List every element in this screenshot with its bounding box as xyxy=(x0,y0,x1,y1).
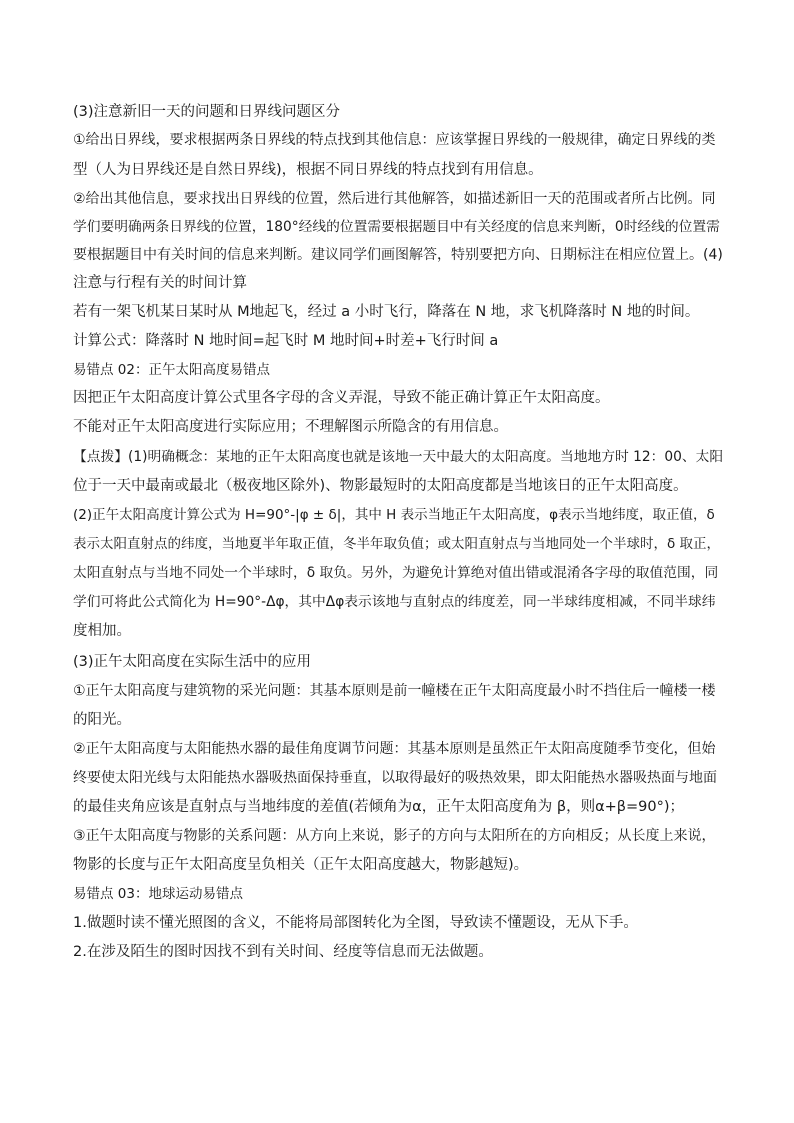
text-line: 1.做题时读不懂光照图的含义，不能将局部图转化为全图，导致读不懂题设，无从下手。 xyxy=(73,915,638,931)
text-line: 要根据题目中有关时间的信息来判断。建议同学们画图解答，特别要把方向、日期标注在相应位置上。(4) xyxy=(73,247,723,263)
text-line: 【点拨】(1)明确概念：某地的正午太阳高度也就是该地一天中最大的太阳高度。当地地方时 12：00、太阳 xyxy=(73,449,724,465)
text-line: ①正午太阳高度与建筑物的采光问题：其基本原则是前一幢楼在正午太阳高度最小时不挡住后一幢楼一楼 xyxy=(73,683,716,699)
text-line: 物影的长度与正午太阳高度呈负相关（正午太阳高度越大，物影越短)。 xyxy=(73,857,529,873)
text-line: 太阳直射点与当地不同处一个半球时，δ 取负。另外，为避免计算绝对值出错或混淆各字母的取值范围，同 xyxy=(73,565,719,581)
text-line: 学们可将此公式简化为 H=90°-Δφ，其中Δφ表示该地与直射点的纬度差，同一半球纬度相减，不同半球纬 xyxy=(73,594,716,610)
text-line: 不能对正午太阳高度进行实际应用；不理解图示所隐含的有用信息。 xyxy=(73,419,508,435)
text-line: 因把正午太阳高度计算公式里各字母的含义弄混，导致不能正确计算正午太阳高度。 xyxy=(73,390,610,406)
text-line: ①给出日界线，要求根据两条日界线的特点找到其他信息：应该掌握日界线的一般规律，确定日界线的类 xyxy=(73,132,716,148)
text-line: ②正午太阳高度与太阳能热水器的最佳角度调节问题：其基本原则是虽然正午太阳高度随季节变化，但始 xyxy=(73,741,716,757)
section-heading: 易错点 02：正午太阳高度易错点 xyxy=(73,362,270,378)
text-line: 若有一架飞机某日某时从 M地起飞，经过 a 小时飞行，降落在 N 地，求飞机降落时 N 地的时间。 xyxy=(73,304,700,320)
text-line: 的阳光。 xyxy=(73,712,131,728)
text-line: 计算公式：降落时 N 地时间=起飞时 M 地时间+时差+飞行时间 a xyxy=(73,333,499,349)
text-line: 型（人为日界线还是自然日界线)，根据不同日界线的特点找到有用信息。 xyxy=(73,162,543,178)
text-line: (3)正午太阳高度在实际生活中的应用 xyxy=(73,654,312,670)
text-line: 注意与行程有关的时间计算 xyxy=(73,275,247,291)
text-line: 的最佳夹角应该是直射点与当地纬度的差值(若倾角为α，正午太阳高度角为 β，则α+β=90°)； xyxy=(73,799,685,815)
text-line: 度相加。 xyxy=(73,623,131,639)
text-line: (3)注意新旧一天的问题和日界线问题区分 xyxy=(73,104,341,120)
section-heading: 易错点 03：地球运动易错点 xyxy=(73,886,243,902)
text-line: 表示太阳直射点的纬度，当地夏半年取正值，冬半年取负值；或太阳直射点与当地同处一个半球时，δ 取正， xyxy=(73,536,721,552)
text-line: ③正午太阳高度与物影的关系问题：从方向上来说，影子的方向与太阳所在的方向相反；从长度上来说， xyxy=(73,828,716,844)
text-line: 终要使太阳光线与太阳能热水器吸热面保持垂直，以取得最好的吸热效果，即太阳能热水器吸热面与地面 xyxy=(73,770,717,786)
text-line: 2.在涉及陌生的图时因找不到有关时间、经度等信息而无法做题。 xyxy=(73,944,493,960)
text-line: 学们要明确两条日界线的位置，180°经线的位置需要根据题目中有关经度的信息来判断，0时经线的位置需 xyxy=(73,219,720,235)
text-line: 位于一天中最南或最北（极夜地区除外)、物影最短时的太阳高度都是当地该日的正午太阳高度。 xyxy=(73,478,688,494)
text-line: (2)正午太阳高度计算公式为 H=90°-|φ ± δ|，其中 H 表示当地正午太阳高度，φ表示当地纬度，取正值，δ xyxy=(73,507,715,523)
text-line: ②给出其他信息，要求找出日界线的位置，然后进行其他解答，如描述新旧一天的范围或者所占比例。同 xyxy=(73,191,716,207)
